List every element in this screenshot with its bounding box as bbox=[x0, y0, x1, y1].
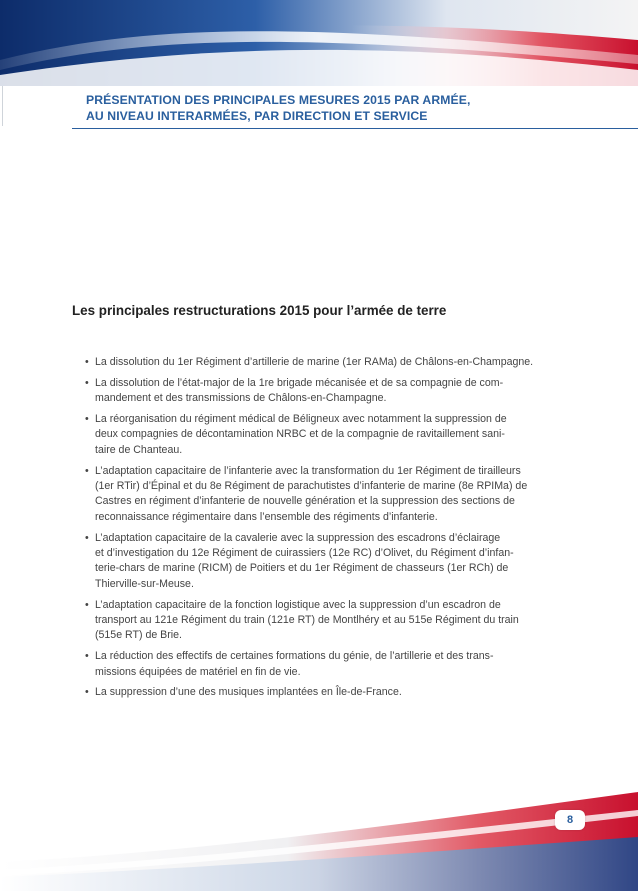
list-item-line: transport au 121e Régiment du train (121e RT) de Montlhéry et au 515e Régiment du train bbox=[95, 614, 519, 627]
list-item-line: Castres en régiment d’infanterie de nouvelle génération et la suppression des sections de bbox=[95, 495, 515, 508]
header-title-line-1: PRÉSENTATION DES PRINCIPALES MESURES 2015 PAR ARMÉE, bbox=[86, 93, 471, 107]
list-item-line: missions équipées de matériel en fin de vie. bbox=[95, 665, 301, 678]
list-item-line: (515e RT) de Brie. bbox=[95, 629, 182, 642]
page-number: 8 bbox=[555, 810, 585, 830]
header-title-line-2: AU NIVEAU INTERARMÉES, PAR DIRECTION ET SERVICE bbox=[86, 109, 428, 123]
bullet-dot: • bbox=[85, 356, 89, 368]
list-item-line: taire de Chanteau. bbox=[95, 443, 183, 456]
list-item-line: deux compagnies de décontamination NRBC et de la compagnie de ravitaillement sani- bbox=[95, 428, 505, 441]
bullet-dot: • bbox=[85, 376, 89, 389]
bullet-dot: • bbox=[85, 413, 89, 425]
list-item bbox=[85, 531, 565, 593]
list-item bbox=[85, 376, 565, 407]
list-item bbox=[85, 355, 565, 370]
bullet-dot: • bbox=[85, 598, 89, 611]
bullet-dot: • bbox=[85, 686, 89, 699]
list-item bbox=[85, 412, 565, 458]
list-item bbox=[85, 649, 565, 680]
list-item-line: La dissolution du 1er Régiment d’artillerie de marine (1er RAMa) de Châlons-en-Champagne. bbox=[95, 356, 534, 368]
header-decorative-band bbox=[0, 0, 638, 86]
list-item-line: et d’investigation du 12e Régiment de cuirassiers (12e RC) d’Olivet, du Régiment d’infan- bbox=[95, 547, 514, 560]
header-divider bbox=[72, 128, 638, 129]
footer-decorative-band bbox=[0, 782, 638, 891]
list-item-line: La réduction des effectifs de certaines formations du génie, de l’artillerie et des trans- bbox=[95, 650, 494, 663]
list-item-line: mandement et des transmissions de Châlons-en-Champagne. bbox=[95, 392, 387, 405]
list-item-line: La suppression d’une des musiques implantées en Île-de-France. bbox=[95, 686, 402, 699]
page-header-title bbox=[86, 92, 606, 124]
bullet-dot: • bbox=[85, 531, 89, 544]
bullet-dot: • bbox=[85, 464, 89, 477]
list-item bbox=[85, 464, 565, 526]
list-item-line: reconnaissance régimentaire dans l’ensemble des régiments d’infanterie. bbox=[95, 510, 438, 523]
list-item-line: terie-chars de marine (RICM) de Poitiers et du 1er Régiment de chasseurs (1er RCh) de bbox=[95, 562, 509, 575]
list-item-line: L’adaptation capacitaire de l’infanterie avec la transformation du 1er Régiment de tirailleurs bbox=[95, 464, 521, 477]
list-item-line: Thierville-sur-Meuse. bbox=[95, 577, 194, 590]
section-heading: Les principales restructurations 2015 pour l’armée de terre bbox=[72, 303, 447, 318]
list-item-line: L’adaptation capacitaire de la cavalerie avec la suppression des escadrons d’éclairage bbox=[95, 531, 501, 544]
restructurings-list bbox=[85, 355, 565, 706]
list-item-line: La dissolution de l’état-major de la 1re brigade mécanisée et de sa compagnie de com- bbox=[95, 376, 504, 389]
list-item bbox=[85, 598, 565, 644]
list-item-line: La réorganisation du régiment médical de Béligneux avec notamment la suppression de bbox=[95, 413, 507, 425]
list-item-line: (1er RTir) d’Épinal et du 8e Régiment de parachutistes d’infanterie de marine (8e RPIMa) de bbox=[95, 480, 528, 493]
list-item-line: L’adaptation capacitaire de la fonction logistique avec la suppression d’un escadron de bbox=[95, 598, 501, 611]
left-edge-rule bbox=[2, 86, 3, 126]
list-item bbox=[85, 685, 565, 700]
bullet-dot: • bbox=[85, 650, 89, 663]
